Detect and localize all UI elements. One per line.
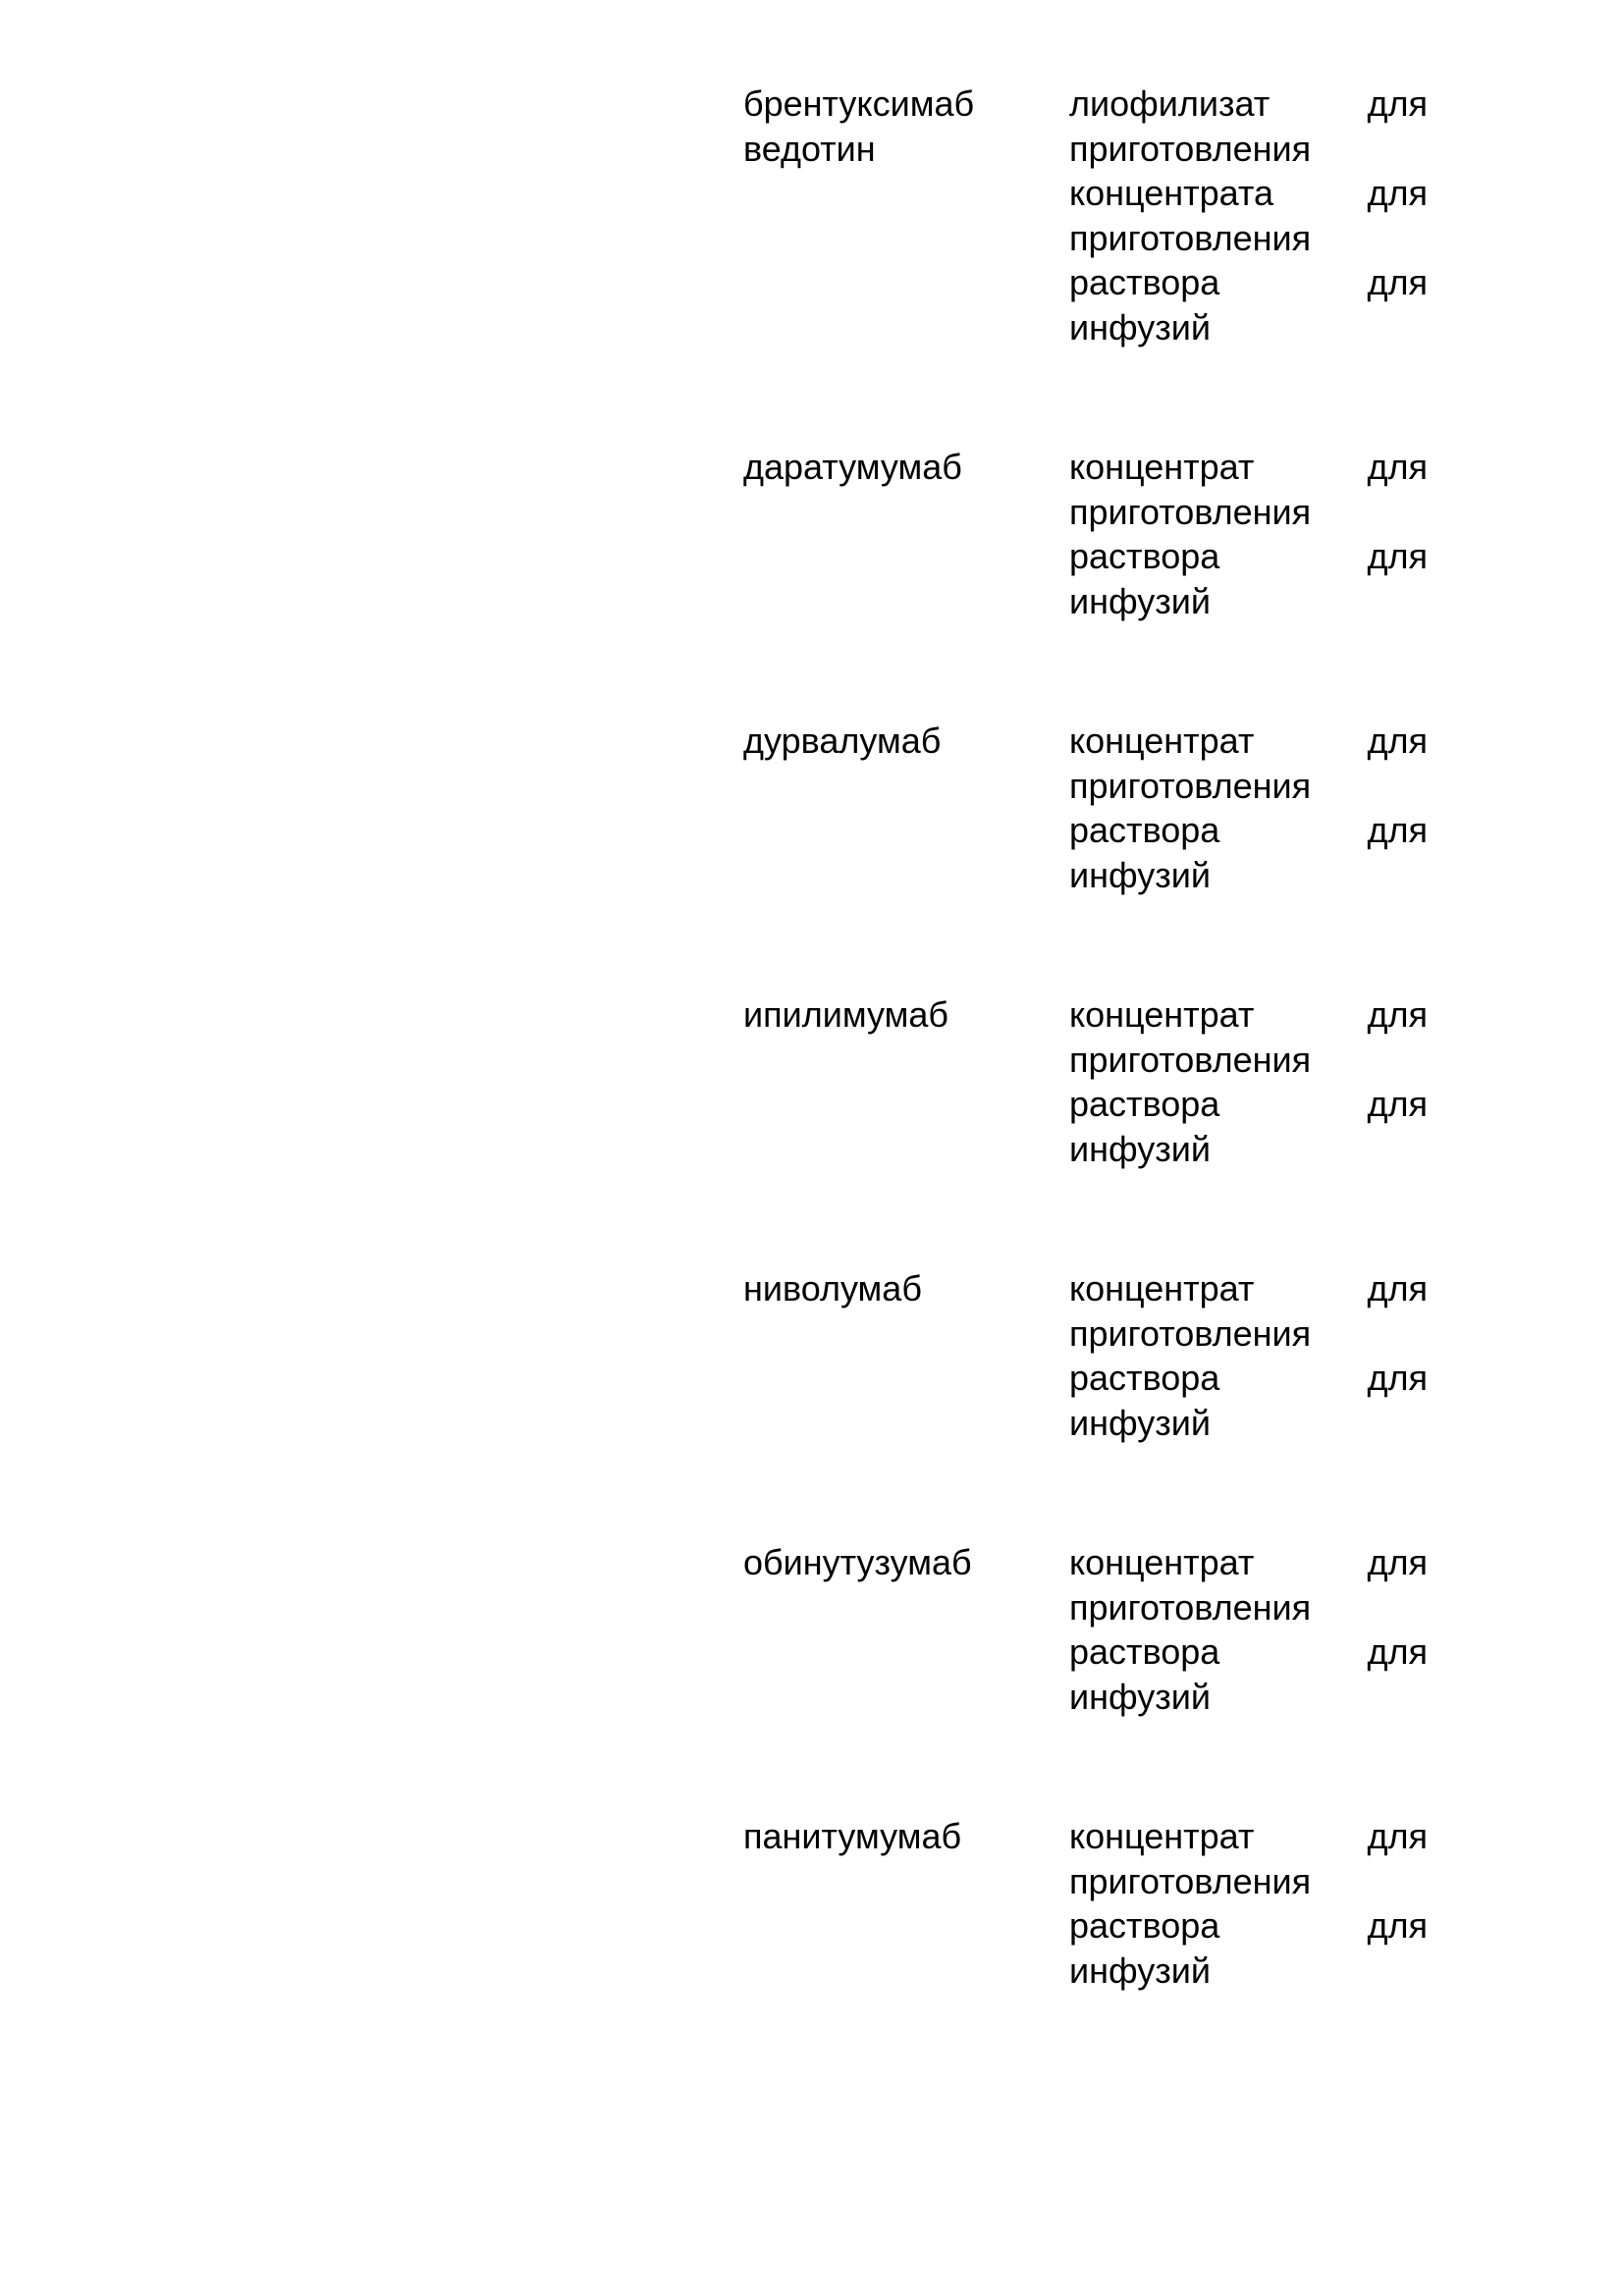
dosage-form-line — [1069, 1082, 1428, 1127]
form-word: для — [1367, 173, 1428, 213]
dosage-form-line — [1069, 1401, 1428, 1446]
drug-name — [743, 1540, 1057, 1585]
dosage-form-line — [1069, 1540, 1428, 1585]
form-word: приготовления — [1069, 128, 1312, 169]
dosage-form-line — [1069, 260, 1428, 305]
dosage-form-line — [1069, 764, 1428, 809]
dosage-form-line — [1069, 1585, 1428, 1630]
form-word: концентрат — [1069, 1268, 1255, 1308]
dosage-form — [1069, 719, 1433, 897]
form-word: инфузий — [1069, 854, 1211, 895]
dosage-form-line — [1069, 719, 1428, 764]
dosage-form-line — [1069, 1629, 1428, 1675]
form-word: концентрат — [1069, 447, 1255, 487]
form-word: для — [1367, 536, 1428, 576]
form-word: приготовления — [1069, 1586, 1312, 1628]
drug-name-line: даратумумаб — [743, 447, 962, 487]
form-word: для — [1367, 447, 1428, 487]
form-word: приготовления — [1069, 217, 1312, 258]
form-word: для — [1367, 1816, 1428, 1856]
form-word: концентрат — [1069, 1542, 1255, 1582]
dosage-form-line — [1069, 305, 1428, 350]
dosage-form — [1069, 1814, 1433, 1993]
dosage-form — [1069, 1266, 1433, 1445]
dosage-form-line — [1069, 1038, 1428, 1083]
drug-name-line: дурвалумаб — [743, 721, 942, 761]
dosage-form-line — [1069, 445, 1428, 490]
form-word: инфузий — [1069, 580, 1211, 621]
dosage-form-line — [1069, 992, 1428, 1038]
drug-name-line: обинутузумаб — [743, 1542, 972, 1582]
drug-name — [743, 445, 1057, 490]
dosage-form-line — [1069, 1311, 1428, 1357]
drug-name-line: ниволумаб — [743, 1268, 922, 1308]
form-word: раствора — [1069, 536, 1220, 576]
dosage-form-line — [1069, 1814, 1428, 1859]
dosage-form-line — [1069, 579, 1428, 624]
dosage-form-line — [1069, 853, 1428, 898]
dosage-form-line — [1069, 216, 1428, 261]
dosage-form-line — [1069, 81, 1428, 127]
form-word: приготовления — [1069, 1860, 1312, 1901]
form-word: для — [1367, 262, 1428, 302]
dosage-form — [1069, 445, 1433, 623]
form-word: инфузий — [1069, 1128, 1211, 1169]
form-word: концентрат — [1069, 721, 1255, 761]
form-word: для — [1367, 1542, 1428, 1582]
drug-name — [743, 719, 1057, 764]
dosage-form-line — [1069, 171, 1428, 216]
form-word: для — [1367, 83, 1428, 124]
form-word: раствора — [1069, 1358, 1220, 1398]
form-word: приготовления — [1069, 765, 1312, 806]
dosage-form-line — [1069, 490, 1428, 535]
form-word: инфузий — [1069, 1949, 1211, 1991]
form-word: для — [1367, 1905, 1428, 1946]
dosage-form-line — [1069, 1903, 1428, 1949]
drug-name — [743, 1814, 1057, 1859]
drug-name-line: ведотин — [743, 128, 876, 169]
form-word: для — [1367, 810, 1428, 850]
form-word: концентрат — [1069, 994, 1255, 1035]
form-word: раствора — [1069, 1631, 1220, 1672]
drug-name-line: ипилимумаб — [743, 994, 948, 1035]
dosage-form-line — [1069, 1356, 1428, 1401]
drug-name — [743, 81, 1057, 171]
dosage-form — [1069, 81, 1433, 349]
form-word: раствора — [1069, 1905, 1220, 1946]
form-word: раствора — [1069, 262, 1220, 302]
form-word: концентрата — [1069, 173, 1274, 213]
dosage-form-line — [1069, 1127, 1428, 1172]
dosage-form-line — [1069, 1949, 1428, 1994]
drug-name-line: панитумумаб — [743, 1816, 962, 1856]
form-word: инфузий — [1069, 1402, 1211, 1443]
dosage-form — [1069, 1540, 1433, 1719]
form-word: раствора — [1069, 1084, 1220, 1124]
drug-name — [743, 992, 1057, 1038]
dosage-form-line — [1069, 127, 1428, 172]
form-word: инфузий — [1069, 306, 1211, 347]
drug-name — [743, 1266, 1057, 1311]
dosage-form-line — [1069, 1859, 1428, 1904]
drug-name-line: брентуксимаб — [743, 83, 975, 124]
form-word: для — [1367, 994, 1428, 1035]
form-word: приготовления — [1069, 1312, 1312, 1354]
dosage-form — [1069, 992, 1433, 1171]
form-word: для — [1367, 1358, 1428, 1398]
dosage-form-line — [1069, 1266, 1428, 1311]
dosage-form-line — [1069, 1675, 1428, 1720]
form-word: лиофилизат — [1069, 83, 1271, 124]
form-word: для — [1367, 1268, 1428, 1308]
form-word: для — [1367, 721, 1428, 761]
form-word: приготовления — [1069, 491, 1312, 532]
form-word: для — [1367, 1084, 1428, 1124]
form-word: раствора — [1069, 810, 1220, 850]
form-word: для — [1367, 1631, 1428, 1672]
dosage-form-line — [1069, 534, 1428, 579]
form-word: приготовления — [1069, 1039, 1312, 1080]
dosage-form-line — [1069, 808, 1428, 853]
form-word: концентрат — [1069, 1816, 1255, 1856]
form-word: инфузий — [1069, 1676, 1211, 1717]
